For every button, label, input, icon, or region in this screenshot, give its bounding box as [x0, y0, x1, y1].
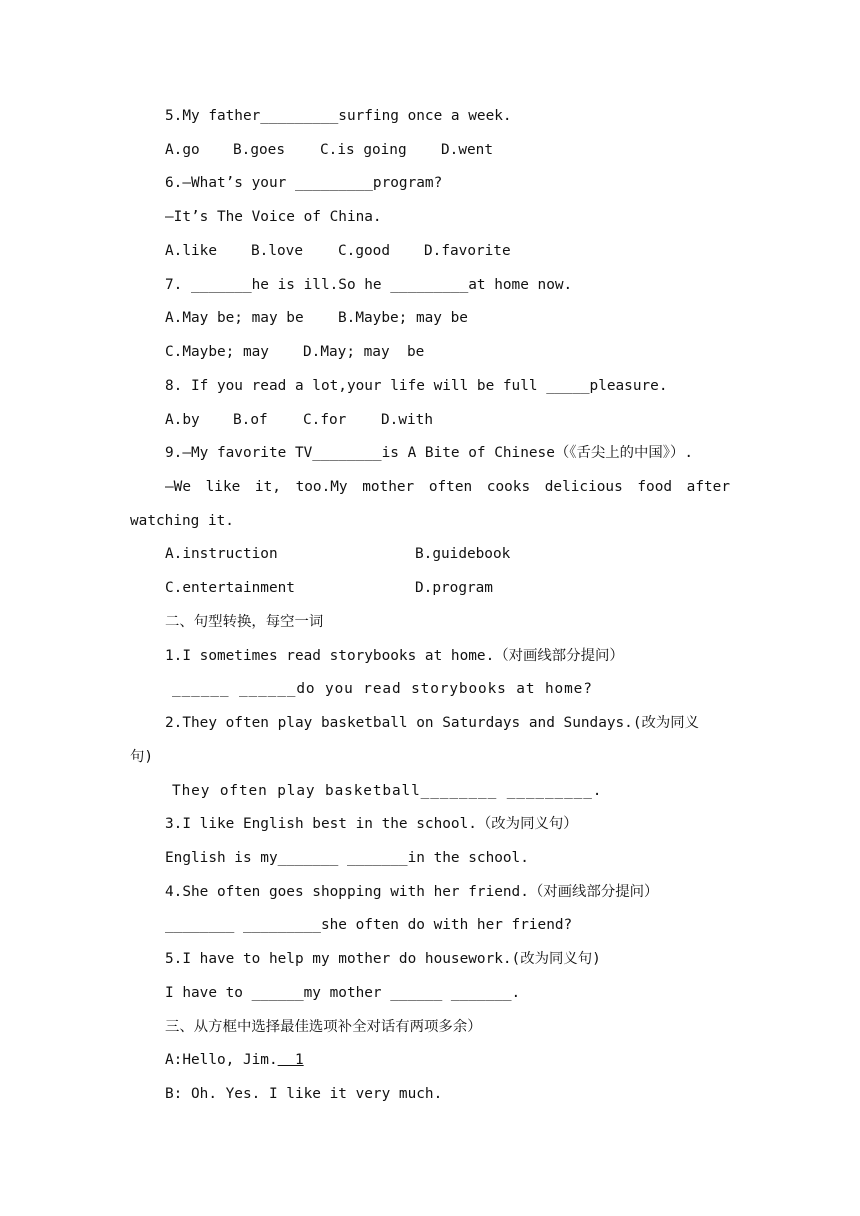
question-8-stem: 8. If you read a lot,your life will be full _____pleasure.: [165, 378, 668, 394]
transform-item-3-prompt: 3.I like English best in the school.（改为同义句）: [165, 816, 578, 832]
question-7-option-a: A.May be; may be: [165, 310, 304, 326]
question-5-option-a: A.go: [165, 142, 200, 158]
dialogue-blank-1: 1: [277, 1052, 304, 1068]
question-9-option-b: B.guidebook: [415, 546, 511, 562]
question-9-reply-line-1: —We like it, too.My mother often cooks delicious food after: [165, 479, 730, 495]
question-6-option-c: C.good: [338, 243, 390, 259]
transform-item-2-prompt: 2.They often play basketball on Saturdays and Sundays.(改为同义: [165, 715, 700, 731]
question-6-reply: —It’s The Voice of China.: [165, 209, 382, 225]
question-5-option-d: D.went: [441, 142, 493, 158]
dialogue-line-1: [165, 1050, 304, 1070]
transform-item-5-answer: I have to ______my mother ______ _______.: [165, 985, 521, 1001]
dialogue-line-1-text: A:Hello, Jim.: [165, 1052, 278, 1068]
question-7-option-d: D.May; may be: [303, 344, 425, 360]
question-9-stem: 9.—My favorite TV________is A Bite of Chinese（《舌尖上的中国》）.: [165, 445, 694, 461]
question-8-option-c: C.for: [303, 412, 347, 428]
question-6-option-b: B.love: [251, 243, 303, 259]
section-2-heading: 二、句型转换，每空一词: [165, 614, 324, 630]
question-6-option-a: A.like: [165, 243, 217, 259]
question-9-option-c: C.entertainment: [165, 580, 295, 596]
transform-item-5-prompt: 5.I have to help my mother do housework.(改为同义句): [165, 951, 601, 967]
question-8-option-d: D.with: [381, 412, 433, 428]
transform-item-1-prompt: 1.I sometimes read storybooks at home.（对画线部分提问）: [165, 648, 624, 664]
question-6-option-d: D.favorite: [424, 243, 511, 259]
transform-item-4-prompt: 4.She often goes shopping with her friend.（对画线部分提问）: [165, 884, 659, 900]
question-8-option-b: B.of: [233, 412, 268, 428]
question-5-option-c: C.is going: [320, 142, 407, 158]
transform-item-1-answer: ______ ______do you read storybooks at home?: [172, 681, 593, 697]
question-9-option-a: A.instruction: [165, 546, 278, 562]
section-3-heading: 三、从方框中选择最佳选项补全对话有两项多余）: [165, 1019, 482, 1035]
question-7-stem: 7. _______he is ill.So he _________at home now.: [165, 277, 573, 293]
dialogue-line-2: B: Oh. Yes. I like it very much.: [165, 1086, 443, 1102]
question-6-stem: 6.—What’s your _________program?: [165, 175, 443, 191]
question-7-option-b: B.Maybe; may be: [338, 310, 468, 326]
question-5-option-b: B.goes: [233, 142, 285, 158]
transform-item-3-answer: English is my_______ _______in the school.: [165, 850, 529, 866]
question-7-option-c: C.Maybe; may: [165, 344, 269, 360]
question-5-stem: 5.My father_________surfing once a week.: [165, 108, 512, 124]
transform-item-2-prompt-wrap: 句): [130, 749, 154, 765]
question-8-option-a: A.by: [165, 412, 200, 428]
transform-item-2-answer: They often play basketball________ _________.: [172, 783, 603, 799]
question-9-reply-line-2: watching it.: [130, 513, 234, 529]
question-9-option-d: D.program: [415, 580, 493, 596]
transform-item-4-answer: ________ _________she often do with her friend?: [165, 917, 573, 933]
